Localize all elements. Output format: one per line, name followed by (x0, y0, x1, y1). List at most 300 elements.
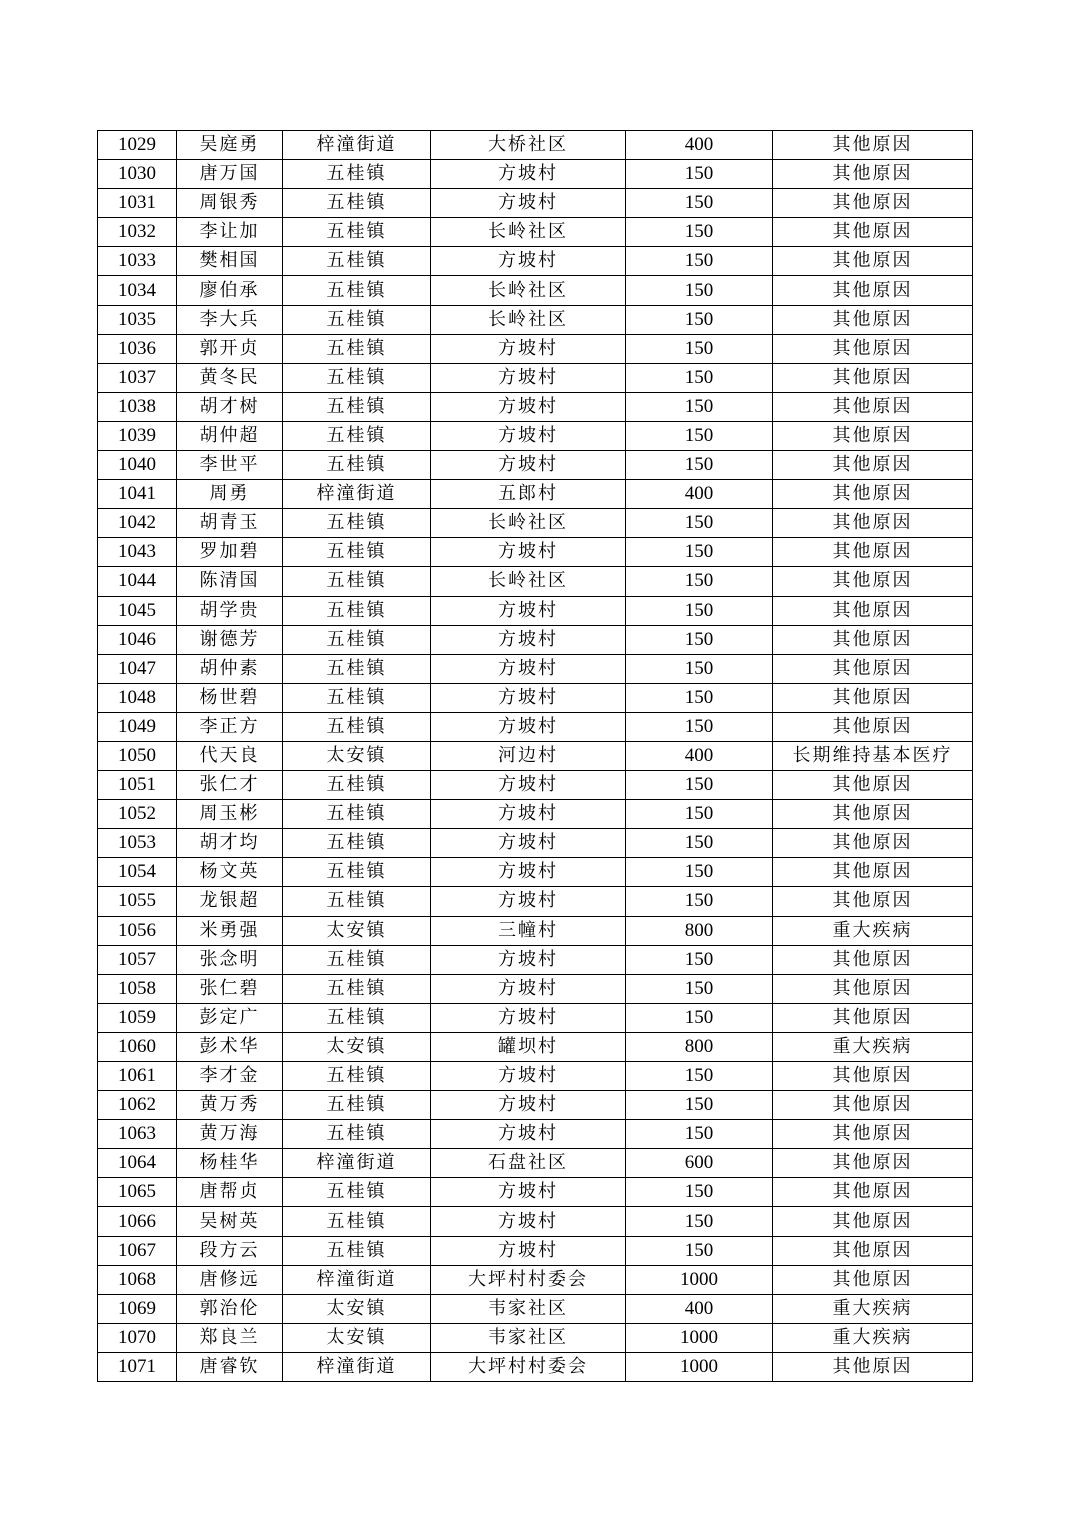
reason-cell: 其他原因 (773, 974, 973, 1003)
reason-cell: 其他原因 (773, 363, 973, 392)
town-cell: 五桂镇 (283, 712, 431, 741)
town-cell: 五桂镇 (283, 276, 431, 305)
reason-cell: 其他原因 (773, 218, 973, 247)
row-number-cell: 1066 (98, 1207, 177, 1236)
town-cell: 五桂镇 (283, 683, 431, 712)
amount-cell: 150 (626, 392, 773, 421)
reason-cell: 其他原因 (773, 945, 973, 974)
village-cell: 大坪村村委会 (431, 1265, 626, 1294)
town-cell: 五桂镇 (283, 1178, 431, 1207)
amount-cell: 150 (626, 800, 773, 829)
amount-cell: 1000 (626, 1265, 773, 1294)
village-cell: 方坡村 (431, 538, 626, 567)
reason-cell: 其他原因 (773, 1178, 973, 1207)
town-cell: 太安镇 (283, 916, 431, 945)
name-cell: 胡仲超 (177, 421, 283, 450)
table-row (98, 567, 973, 596)
town-cell: 五桂镇 (283, 887, 431, 916)
town-cell: 五桂镇 (283, 392, 431, 421)
row-number-cell: 1038 (98, 392, 177, 421)
name-cell: 郭开贞 (177, 334, 283, 363)
village-cell: 方坡村 (431, 1207, 626, 1236)
name-cell: 唐修远 (177, 1265, 283, 1294)
village-cell: 方坡村 (431, 160, 626, 189)
town-cell: 五桂镇 (283, 974, 431, 1003)
name-cell: 樊相国 (177, 247, 283, 276)
row-number-cell: 1034 (98, 276, 177, 305)
table-row (98, 451, 973, 480)
name-cell: 黄万海 (177, 1120, 283, 1149)
name-cell: 唐万国 (177, 160, 283, 189)
reason-cell: 其他原因 (773, 392, 973, 421)
reason-cell: 其他原因 (773, 509, 973, 538)
reason-cell: 其他原因 (773, 1265, 973, 1294)
amount-cell: 150 (626, 1062, 773, 1091)
reason-cell: 其他原因 (773, 334, 973, 363)
row-number-cell: 1059 (98, 1003, 177, 1032)
name-cell: 胡学贵 (177, 596, 283, 625)
table-row (98, 800, 973, 829)
table-body (98, 131, 973, 1382)
reason-cell: 其他原因 (773, 247, 973, 276)
village-cell: 方坡村 (431, 189, 626, 218)
village-cell: 三幢村 (431, 916, 626, 945)
row-number-cell: 1061 (98, 1062, 177, 1091)
reason-cell: 其他原因 (773, 567, 973, 596)
amount-cell: 150 (626, 538, 773, 567)
amount-cell: 1000 (626, 1323, 773, 1352)
name-cell: 李才金 (177, 1062, 283, 1091)
table-row (98, 1178, 973, 1207)
name-cell: 彭术华 (177, 1032, 283, 1061)
table-row (98, 363, 973, 392)
row-number-cell: 1064 (98, 1149, 177, 1178)
name-cell: 李正方 (177, 712, 283, 741)
table-row (98, 334, 973, 363)
table-row (98, 276, 973, 305)
name-cell: 郭治伦 (177, 1294, 283, 1323)
name-cell: 谢德芳 (177, 625, 283, 654)
reason-cell: 长期维持基本医疗 (773, 741, 973, 770)
amount-cell: 150 (626, 683, 773, 712)
reason-cell: 其他原因 (773, 712, 973, 741)
village-cell: 方坡村 (431, 363, 626, 392)
reason-cell: 其他原因 (773, 1120, 973, 1149)
town-cell: 五桂镇 (283, 334, 431, 363)
name-cell: 李世平 (177, 451, 283, 480)
reason-cell: 其他原因 (773, 800, 973, 829)
town-cell: 五桂镇 (283, 451, 431, 480)
town-cell: 五桂镇 (283, 247, 431, 276)
row-number-cell: 1045 (98, 596, 177, 625)
table-row (98, 945, 973, 974)
row-number-cell: 1046 (98, 625, 177, 654)
town-cell: 五桂镇 (283, 567, 431, 596)
name-cell: 杨文英 (177, 858, 283, 887)
row-number-cell: 1044 (98, 567, 177, 596)
table-row (98, 305, 973, 334)
town-cell: 五桂镇 (283, 363, 431, 392)
amount-cell: 150 (626, 625, 773, 654)
table-row (98, 1003, 973, 1032)
amount-cell: 150 (626, 1207, 773, 1236)
row-number-cell: 1030 (98, 160, 177, 189)
village-cell: 方坡村 (431, 712, 626, 741)
amount-cell: 150 (626, 858, 773, 887)
table-row (98, 916, 973, 945)
amount-cell: 150 (626, 1236, 773, 1265)
village-cell: 方坡村 (431, 829, 626, 858)
village-cell: 方坡村 (431, 858, 626, 887)
reason-cell: 其他原因 (773, 189, 973, 218)
reason-cell: 重大疾病 (773, 1323, 973, 1352)
row-number-cell: 1049 (98, 712, 177, 741)
town-cell: 五桂镇 (283, 945, 431, 974)
reason-cell: 其他原因 (773, 887, 973, 916)
town-cell: 五桂镇 (283, 800, 431, 829)
town-cell: 五桂镇 (283, 1236, 431, 1265)
village-cell: 罐坝村 (431, 1032, 626, 1061)
table-row (98, 974, 973, 1003)
amount-cell: 150 (626, 160, 773, 189)
name-cell: 张念明 (177, 945, 283, 974)
table-row (98, 1062, 973, 1091)
table-row (98, 538, 973, 567)
reason-cell: 其他原因 (773, 1062, 973, 1091)
town-cell: 五桂镇 (283, 189, 431, 218)
village-cell: 方坡村 (431, 1091, 626, 1120)
amount-cell: 150 (626, 421, 773, 450)
reason-cell: 其他原因 (773, 538, 973, 567)
row-number-cell: 1062 (98, 1091, 177, 1120)
name-cell: 陈清国 (177, 567, 283, 596)
reason-cell: 其他原因 (773, 276, 973, 305)
reason-cell: 其他原因 (773, 421, 973, 450)
table-row (98, 1032, 973, 1061)
village-cell: 方坡村 (431, 654, 626, 683)
row-number-cell: 1069 (98, 1294, 177, 1323)
reason-cell: 其他原因 (773, 1091, 973, 1120)
amount-cell: 600 (626, 1149, 773, 1178)
reason-cell: 其他原因 (773, 451, 973, 480)
reason-cell: 其他原因 (773, 305, 973, 334)
reason-cell: 其他原因 (773, 829, 973, 858)
row-number-cell: 1031 (98, 189, 177, 218)
amount-cell: 150 (626, 218, 773, 247)
row-number-cell: 1033 (98, 247, 177, 276)
table-row (98, 1294, 973, 1323)
village-cell: 方坡村 (431, 800, 626, 829)
amount-cell: 150 (626, 887, 773, 916)
data-table (97, 130, 973, 1382)
name-cell: 杨桂华 (177, 1149, 283, 1178)
amount-cell: 400 (626, 741, 773, 770)
town-cell: 五桂镇 (283, 218, 431, 247)
reason-cell: 重大疾病 (773, 916, 973, 945)
town-cell: 梓潼街道 (283, 1265, 431, 1294)
row-number-cell: 1053 (98, 829, 177, 858)
name-cell: 唐帮贞 (177, 1178, 283, 1207)
town-cell: 五桂镇 (283, 829, 431, 858)
table-row (98, 683, 973, 712)
row-number-cell: 1070 (98, 1323, 177, 1352)
town-cell: 五桂镇 (283, 160, 431, 189)
reason-cell: 其他原因 (773, 654, 973, 683)
village-cell: 方坡村 (431, 625, 626, 654)
row-number-cell: 1040 (98, 451, 177, 480)
village-cell: 大坪村村委会 (431, 1352, 626, 1381)
name-cell: 李让加 (177, 218, 283, 247)
town-cell: 五桂镇 (283, 858, 431, 887)
name-cell: 杨世碧 (177, 683, 283, 712)
town-cell: 五桂镇 (283, 771, 431, 800)
town-cell: 五桂镇 (283, 1003, 431, 1032)
amount-cell: 150 (626, 1091, 773, 1120)
table-row (98, 509, 973, 538)
name-cell: 彭定广 (177, 1003, 283, 1032)
village-cell: 方坡村 (431, 451, 626, 480)
reason-cell: 其他原因 (773, 480, 973, 509)
village-cell: 石盘社区 (431, 1149, 626, 1178)
amount-cell: 150 (626, 1003, 773, 1032)
row-number-cell: 1063 (98, 1120, 177, 1149)
table-row (98, 712, 973, 741)
amount-cell: 150 (626, 567, 773, 596)
table-row (98, 1323, 973, 1352)
amount-cell: 150 (626, 509, 773, 538)
reason-cell: 其他原因 (773, 131, 973, 160)
row-number-cell: 1071 (98, 1352, 177, 1381)
village-cell: 方坡村 (431, 683, 626, 712)
amount-cell: 150 (626, 276, 773, 305)
name-cell: 米勇强 (177, 916, 283, 945)
row-number-cell: 1057 (98, 945, 177, 974)
row-number-cell: 1032 (98, 218, 177, 247)
table-row (98, 1265, 973, 1294)
village-cell: 方坡村 (431, 974, 626, 1003)
table-row (98, 887, 973, 916)
amount-cell: 150 (626, 1120, 773, 1149)
amount-cell: 400 (626, 480, 773, 509)
reason-cell: 其他原因 (773, 1003, 973, 1032)
village-cell: 方坡村 (431, 421, 626, 450)
table-row (98, 1236, 973, 1265)
row-number-cell: 1051 (98, 771, 177, 800)
village-cell: 五郎村 (431, 480, 626, 509)
amount-cell: 150 (626, 974, 773, 1003)
village-cell: 长岭社区 (431, 218, 626, 247)
table-row (98, 1120, 973, 1149)
name-cell: 张仁碧 (177, 974, 283, 1003)
table-row (98, 392, 973, 421)
village-cell: 方坡村 (431, 392, 626, 421)
amount-cell: 150 (626, 189, 773, 218)
amount-cell: 150 (626, 771, 773, 800)
amount-cell: 150 (626, 334, 773, 363)
row-number-cell: 1042 (98, 509, 177, 538)
row-number-cell: 1035 (98, 305, 177, 334)
row-number-cell: 1037 (98, 363, 177, 392)
table-row (98, 654, 973, 683)
town-cell: 梓潼街道 (283, 480, 431, 509)
name-cell: 吴庭勇 (177, 131, 283, 160)
village-cell: 方坡村 (431, 596, 626, 625)
name-cell: 胡才均 (177, 829, 283, 858)
town-cell: 太安镇 (283, 1294, 431, 1323)
village-cell: 方坡村 (431, 887, 626, 916)
reason-cell: 其他原因 (773, 160, 973, 189)
amount-cell: 1000 (626, 1352, 773, 1381)
amount-cell: 150 (626, 829, 773, 858)
town-cell: 五桂镇 (283, 421, 431, 450)
row-number-cell: 1029 (98, 131, 177, 160)
reason-cell: 其他原因 (773, 1352, 973, 1381)
table-row (98, 421, 973, 450)
town-cell: 五桂镇 (283, 596, 431, 625)
reason-cell: 其他原因 (773, 858, 973, 887)
name-cell: 张仁才 (177, 771, 283, 800)
name-cell: 段方云 (177, 1236, 283, 1265)
name-cell: 胡仲素 (177, 654, 283, 683)
amount-cell: 150 (626, 305, 773, 334)
row-number-cell: 1048 (98, 683, 177, 712)
row-number-cell: 1050 (98, 741, 177, 770)
row-number-cell: 1056 (98, 916, 177, 945)
amount-cell: 400 (626, 131, 773, 160)
row-number-cell: 1041 (98, 480, 177, 509)
village-cell: 方坡村 (431, 1062, 626, 1091)
table-row (98, 189, 973, 218)
table-row (98, 1352, 973, 1381)
row-number-cell: 1055 (98, 887, 177, 916)
town-cell: 太安镇 (283, 741, 431, 770)
name-cell: 周玉彬 (177, 800, 283, 829)
table-row (98, 1207, 973, 1236)
village-cell: 方坡村 (431, 1003, 626, 1032)
row-number-cell: 1058 (98, 974, 177, 1003)
amount-cell: 150 (626, 451, 773, 480)
reason-cell: 其他原因 (773, 771, 973, 800)
name-cell: 唐睿钦 (177, 1352, 283, 1381)
table-row (98, 741, 973, 770)
town-cell: 五桂镇 (283, 625, 431, 654)
table-row (98, 247, 973, 276)
name-cell: 龙银超 (177, 887, 283, 916)
name-cell: 李大兵 (177, 305, 283, 334)
village-cell: 方坡村 (431, 1236, 626, 1265)
amount-cell: 800 (626, 1032, 773, 1061)
town-cell: 五桂镇 (283, 1091, 431, 1120)
village-cell: 方坡村 (431, 247, 626, 276)
amount-cell: 150 (626, 596, 773, 625)
table-row (98, 771, 973, 800)
name-cell: 郑良兰 (177, 1323, 283, 1352)
town-cell: 太安镇 (283, 1323, 431, 1352)
name-cell: 周银秀 (177, 189, 283, 218)
village-cell: 方坡村 (431, 334, 626, 363)
table-row (98, 1149, 973, 1178)
amount-cell: 800 (626, 916, 773, 945)
table-row (98, 131, 973, 160)
table-row (98, 829, 973, 858)
row-number-cell: 1060 (98, 1032, 177, 1061)
town-cell: 五桂镇 (283, 1207, 431, 1236)
row-number-cell: 1043 (98, 538, 177, 567)
row-number-cell: 1068 (98, 1265, 177, 1294)
row-number-cell: 1047 (98, 654, 177, 683)
village-cell: 长岭社区 (431, 305, 626, 334)
village-cell: 长岭社区 (431, 567, 626, 596)
town-cell: 梓潼街道 (283, 131, 431, 160)
reason-cell: 其他原因 (773, 1236, 973, 1265)
row-number-cell: 1054 (98, 858, 177, 887)
name-cell: 黄万秀 (177, 1091, 283, 1120)
amount-cell: 150 (626, 945, 773, 974)
table-row (98, 625, 973, 654)
name-cell: 罗加碧 (177, 538, 283, 567)
name-cell: 胡才树 (177, 392, 283, 421)
name-cell: 廖伯承 (177, 276, 283, 305)
row-number-cell: 1039 (98, 421, 177, 450)
town-cell: 五桂镇 (283, 654, 431, 683)
table-row (98, 596, 973, 625)
town-cell: 五桂镇 (283, 538, 431, 567)
village-cell: 韦家社区 (431, 1323, 626, 1352)
town-cell: 梓潼街道 (283, 1352, 431, 1381)
amount-cell: 400 (626, 1294, 773, 1323)
table-row (98, 218, 973, 247)
table-row (98, 160, 973, 189)
reason-cell: 重大疾病 (773, 1032, 973, 1061)
town-cell: 五桂镇 (283, 1062, 431, 1091)
village-cell: 河边村 (431, 741, 626, 770)
amount-cell: 150 (626, 363, 773, 392)
table-row (98, 1091, 973, 1120)
row-number-cell: 1036 (98, 334, 177, 363)
reason-cell: 其他原因 (773, 1207, 973, 1236)
amount-cell: 150 (626, 712, 773, 741)
row-number-cell: 1065 (98, 1178, 177, 1207)
town-cell: 梓潼街道 (283, 1149, 431, 1178)
row-number-cell: 1067 (98, 1236, 177, 1265)
amount-cell: 150 (626, 247, 773, 276)
name-cell: 吴树英 (177, 1207, 283, 1236)
reason-cell: 其他原因 (773, 683, 973, 712)
name-cell: 黄冬民 (177, 363, 283, 392)
town-cell: 五桂镇 (283, 1120, 431, 1149)
name-cell: 代天良 (177, 741, 283, 770)
name-cell: 周勇 (177, 480, 283, 509)
reason-cell: 重大疾病 (773, 1294, 973, 1323)
table-row (98, 858, 973, 887)
town-cell: 五桂镇 (283, 509, 431, 538)
village-cell: 方坡村 (431, 771, 626, 800)
row-number-cell: 1052 (98, 800, 177, 829)
village-cell: 大桥社区 (431, 131, 626, 160)
table-row (98, 480, 973, 509)
village-cell: 长岭社区 (431, 276, 626, 305)
village-cell: 长岭社区 (431, 509, 626, 538)
amount-cell: 150 (626, 654, 773, 683)
village-cell: 方坡村 (431, 1120, 626, 1149)
town-cell: 五桂镇 (283, 305, 431, 334)
village-cell: 韦家社区 (431, 1294, 626, 1323)
town-cell: 太安镇 (283, 1032, 431, 1061)
reason-cell: 其他原因 (773, 596, 973, 625)
reason-cell: 其他原因 (773, 625, 973, 654)
village-cell: 方坡村 (431, 945, 626, 974)
village-cell: 方坡村 (431, 1178, 626, 1207)
